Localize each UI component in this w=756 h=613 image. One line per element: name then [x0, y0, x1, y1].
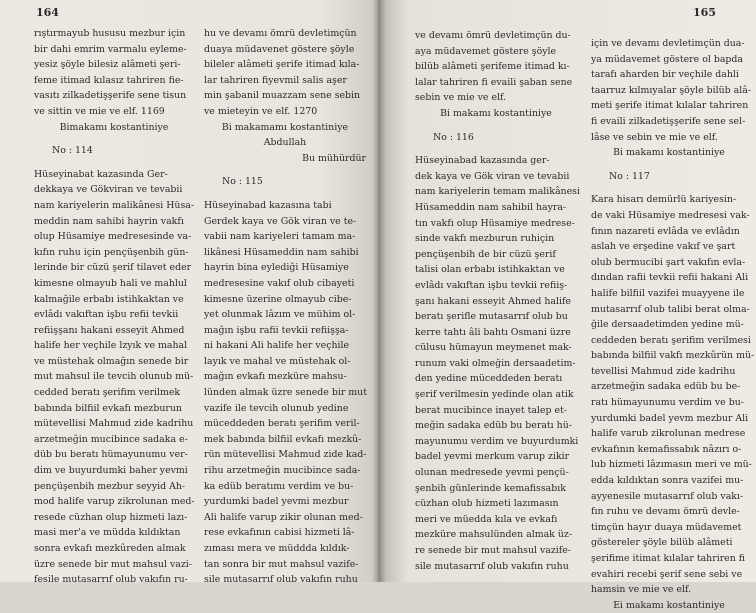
text-line: zıması mera ve müddda kıldık-	[204, 543, 350, 554]
text-line: Bi makamı kostantiniye	[440, 107, 552, 119]
text-line	[415, 145, 577, 153]
text-line: bileler alâmeti şerife itimad kıla-	[204, 59, 360, 71]
text-line: meri ve müedda kıla ve evkafı	[415, 513, 558, 525]
text-line: talisi olan erbabı istihkaktan ve	[415, 264, 565, 276]
text-line: ni hakani Ali halife her veçhile	[204, 340, 350, 352]
text-line: aya müdavemet göstere şöyle	[415, 45, 557, 57]
text-line: evkafının kemafissabık nâzırı o-	[591, 443, 742, 455]
text-line: vazife ile tevcih olunub yedine	[204, 402, 349, 414]
text-line: masi mer'a ve müdda kıldıktan	[34, 527, 181, 539]
text-line: meti şerife itimat kılalar tahriren	[591, 100, 749, 112]
text-line: yurdumki badel yevmi mezbur	[204, 496, 349, 508]
text-line: likânesi Hüsameddin nam sahibi	[204, 246, 359, 258]
text-line: dekkaya ve Gökviran ve tevabii	[34, 184, 183, 196]
text-line: Bimakamı kostantiniye	[59, 121, 169, 133]
text-line: refiişşanı hakani esseyit Ahmed	[34, 324, 185, 336]
text-line	[591, 184, 747, 192]
text-line: de vaki Hüsamiye medresesi vak-	[591, 209, 750, 221]
text-line: pençüşenbih de bir cüzü şerif	[415, 248, 556, 260]
text-line: fi evaili zilkadetişşerife sene sel-	[591, 115, 746, 127]
text-line: mek babında bilfiil evkafı mezkû-	[204, 433, 362, 445]
text-line: mezküre mahsulünden almak üz-	[415, 529, 572, 541]
text-line: tın vakfı olup Hüsamiye medrese-	[415, 217, 575, 229]
text-line: ka edüb beratımı verdim ve bu-	[204, 480, 354, 492]
text-line: lar tahriren fiyevmil salis aşer	[204, 74, 347, 86]
text-line: meğin sadaka edüb bu beratı hü-	[415, 420, 572, 432]
text-line: babında bilfiil vakfı mezkûrün mü-	[591, 350, 755, 362]
text-line: sonra evkafı mezkûreden almak	[34, 543, 186, 554]
text-line: rıştırmayub hususu mezbur için	[34, 28, 186, 39]
text-line	[415, 122, 577, 130]
text-line: lub hizmeti lâzımasın meri ve mü-	[591, 459, 752, 471]
text-line: evlâdı vakıftan işbu refii tevkii	[34, 309, 179, 321]
text-line: babında bilfiil evkafı mezburun	[34, 402, 182, 414]
text-line: yet olunmak lâzım ve mühim ol-	[204, 309, 356, 321]
text-line: evlâdı vakıftan işbu tevkii refiiş-	[415, 279, 568, 291]
text-line: Kara hisarı demürlü kariyesin-	[591, 194, 737, 206]
text-line: No : 114	[52, 145, 93, 157]
text-line: ceddeden beratı şerifim verilmesi	[591, 334, 751, 346]
text-line: mağın işbu rafii tevkii refiişşa-	[204, 324, 349, 336]
text-line: min şabanil muazzam sene sebin	[204, 90, 361, 102]
text-line: kalmağile erbabı istihkaktan ve	[34, 293, 184, 305]
text-line: halife varub zikrolunan medrese	[591, 428, 746, 440]
text-line: Hüseyinabad kazasına tabi	[204, 199, 332, 211]
text-line: den yedine müceddeden beratı	[415, 373, 563, 385]
text-line: ve sittin ve mie ve elf. 1169	[34, 105, 165, 117]
text-column	[591, 36, 755, 613]
text-line	[204, 166, 366, 174]
text-line: berat mucibince inayet talep et-	[415, 404, 567, 416]
text-line: kimesne olmayub hali ve mahlul	[34, 277, 187, 289]
text-line: sile mutasarrıf olub vakıfın ruhu	[204, 574, 358, 586]
text-line: mut mahsul ile tevcih olunub mü-	[34, 371, 194, 383]
text-line: fının nazareti evlâda ve evlâdın	[591, 225, 740, 237]
text-line: kıfın ruhu için pençüşenbih gün-	[34, 246, 189, 258]
text-line: olub bermucibi şart vakıfın evla-	[591, 256, 746, 268]
text-line: meddin nam sahibi hayrin vakfı	[34, 215, 184, 227]
text-line: sinde vakfı mezburun ruhiçin	[415, 233, 555, 245]
text-line: hu ve devamı ömrü devletimçün	[204, 28, 357, 39]
text-line: lerinde bir cüzü şerif tilavet eder	[34, 262, 192, 274]
text-line: rün mütevellisi Mahmud zide kad-	[204, 449, 367, 461]
text-line: ayyenesile mutasarrıf olub vakı-	[591, 490, 744, 502]
text-line: göstereler şöyle bilüb alâmeti	[591, 537, 733, 549]
text-line: fesile mutasarrıf olub vakıfın ru-	[34, 574, 188, 586]
text-line: düb bu beratı hümayunumu ver-	[34, 449, 188, 461]
text-line: olup Hüsamiye medresesinde va-	[34, 231, 192, 243]
text-line: timçün hayır duaya müdavemet	[591, 521, 742, 533]
text-line	[204, 190, 366, 198]
text-line: Bi makamamı kostantiniye	[221, 121, 349, 133]
text-line: No : 117	[609, 170, 650, 182]
text-line: No : 116	[433, 131, 474, 143]
text-line: ve müstehak olmağın senede bir	[34, 355, 189, 367]
text-line: resede cüzhan olup hizmeti lazı-	[34, 511, 188, 523]
text-line: sile mutasarrıf olub vakıfın ruhu	[415, 560, 569, 572]
text-line: runum vaki olmeğin dersaadetim-	[415, 357, 576, 369]
text-column	[34, 26, 194, 588]
text-line: Ei makamı kostantiniye	[613, 599, 725, 611]
text-line: Hüsameddin nam sahibil hayra-	[415, 201, 567, 213]
text-line: vasıtı zilkadetişşerife sene tisun	[34, 90, 187, 102]
text-line: ve mieteyin ve elf. 1270	[204, 105, 318, 117]
text-line: bir dahi emrim varmalu eyleme-	[34, 43, 187, 55]
text-line: ratı hümayunumu verdim ve bu-	[591, 397, 744, 409]
text-line: bilüb alâmeti şerifeme itimad kı-	[415, 61, 570, 73]
text-line: dından rafii tevkii refii hakani Ali	[591, 272, 749, 284]
text-line: mutasarrıf olub talibi berat olma-	[591, 303, 750, 315]
text-line: dim ve buyurdumki baher yevmi	[34, 465, 188, 477]
text-line: lâse ve sebin ve mie ve elf.	[591, 131, 718, 143]
text-column	[415, 28, 580, 574]
text-line: halife bilfiil vazifei muayyene ile	[591, 287, 745, 299]
text-line: re senede bir mut mahsul vazife-	[415, 545, 571, 556]
text-column	[204, 26, 366, 588]
text-line: Bu mühürdür	[302, 152, 366, 164]
text-line	[34, 135, 194, 143]
text-line: tarafı aharden bir veçhile dahli	[591, 69, 739, 81]
text-line: arzetmeğin mucibince sadaka e-	[34, 433, 188, 445]
text-line: sebin ve mie ve elf.	[415, 92, 507, 104]
text-line: mayunumu verdim ve buyurdumki	[415, 435, 579, 447]
page-left	[0, 0, 378, 586]
text-line: Hüseyinabad kazasında ger-	[415, 155, 550, 167]
text-line: dek kaya ve Gök viran ve tevabii	[415, 170, 570, 182]
text-line: medresesine vakıf olub cibayeti	[204, 277, 355, 289]
text-line: lünden almak üzre senede bir mut	[204, 387, 367, 399]
text-line: hayrin bina eylediği Hüsamiye	[204, 262, 349, 274]
text-line: Gerdek kaya ve Gök viran ve te-	[204, 215, 357, 227]
text-line: Bi makamı kostantiniye	[613, 147, 725, 159]
text-line: ya müdavemet göstere ol bapda	[591, 53, 744, 65]
text-line: pençüşenbih mezbur seyyid Ah-	[34, 480, 186, 492]
text-line: rihu arzetmeğin mucibince sada-	[204, 465, 361, 477]
text-line: cedded beratı şerifim verilmek	[34, 387, 181, 399]
text-line: şenbih günlerinde kemafissabık	[415, 482, 566, 494]
text-line: mod halife varup zikrolunan med-	[34, 496, 195, 508]
text-line: ve devamı ömrü devletimçün du-	[415, 30, 571, 41]
text-line: tan sonra bir mut mahsul vazife-	[204, 558, 359, 570]
text-line: cüzhan olub hizmeti lazımasın	[415, 498, 559, 510]
text-line: Ali halife varup zikir olunan med-	[204, 511, 363, 523]
text-line: cülusu hümayun meymenet mak-	[415, 342, 572, 354]
page-number: 165	[693, 6, 716, 19]
text-line: şerifime itimat kılalar tahriren fi	[591, 553, 745, 564]
text-line: lalar tahriren fi evaili şaban sene	[415, 76, 573, 88]
text-line: müceddeden beratı şerifim veril-	[204, 418, 360, 430]
text-line: olunan medresede yevmi pençü-	[415, 467, 569, 479]
text-line: feme itimad kılasız tahriren fie-	[34, 74, 184, 86]
text-line: şanı hakani esseyit Ahmed halife	[415, 295, 571, 307]
text-line: yesiz şöyle bilesiz alâmeti şeri-	[34, 59, 181, 71]
text-line: layık ve mahal ve müstehak ol-	[204, 355, 351, 367]
text-line: kimesne üzerine olmayub cibe-	[204, 293, 352, 305]
page-number: 164	[36, 6, 59, 19]
text-line: vabii nam kariyeleri tamam ma-	[204, 231, 356, 243]
text-line: No : 115	[222, 176, 263, 188]
text-line: üzre senede bir mut mahsul vazi-	[34, 558, 192, 570]
text-line: aslah ve erşedine vakıf ve şart	[591, 241, 736, 253]
text-line	[34, 159, 194, 167]
text-line: rese evkafının cabisi hizmeti lâ-	[204, 527, 355, 539]
text-line: şerif verilmesin yedinde olan atik	[415, 389, 574, 401]
text-line	[591, 161, 747, 169]
text-line: yurdumki badel yevm mezbur Ali	[591, 412, 749, 424]
text-line: hamsin ve mie ve elf.	[591, 584, 692, 596]
text-line: badel yevmi merkum varup zikir	[415, 451, 570, 463]
text-line: nam kariyelerin malikânesi Hüsa-	[34, 199, 195, 211]
text-line: kerre tahtı âli bahtı Osmani üzre	[415, 326, 571, 338]
text-line: duaya müdavenet göstere şöyle	[204, 43, 355, 55]
text-line: tevellisi Mahmud zide kadrihu	[591, 365, 736, 377]
text-line: taarruz kılmıyalar şöyle bilüb alâ-	[591, 84, 752, 96]
text-line: için ve devamı devletimçün dua-	[591, 38, 745, 49]
text-line: Abdullah	[263, 137, 307, 149]
text-line: fın ruhu ve devamı ömrü devle-	[591, 506, 740, 518]
text-line: halife her veçhile lzyık ve mahal	[34, 340, 188, 352]
text-line: mağın evkafı mezküre mahsu-	[204, 371, 347, 383]
text-line: Hüseyinabat kazasında Ger-	[34, 168, 168, 180]
text-line: ğile dersaadetimden yedine mü-	[591, 319, 744, 331]
text-line: mütevellisi Mahmud zide kadrihu	[34, 418, 194, 430]
text-line: evahiri recebi şerif sene sebi ve	[591, 568, 743, 580]
book-gutter	[372, 0, 386, 582]
text-line: beratı şerifle mutasarrıf olub bu	[415, 311, 568, 323]
text-line: edda kıldıktan sonra vazifei mu-	[591, 475, 744, 487]
page-right	[378, 0, 756, 611]
text-line: nam kariyelerin temam malikânesi	[415, 186, 580, 198]
text-line: arzetmeğin sadaka edüb bu be-	[591, 381, 741, 393]
